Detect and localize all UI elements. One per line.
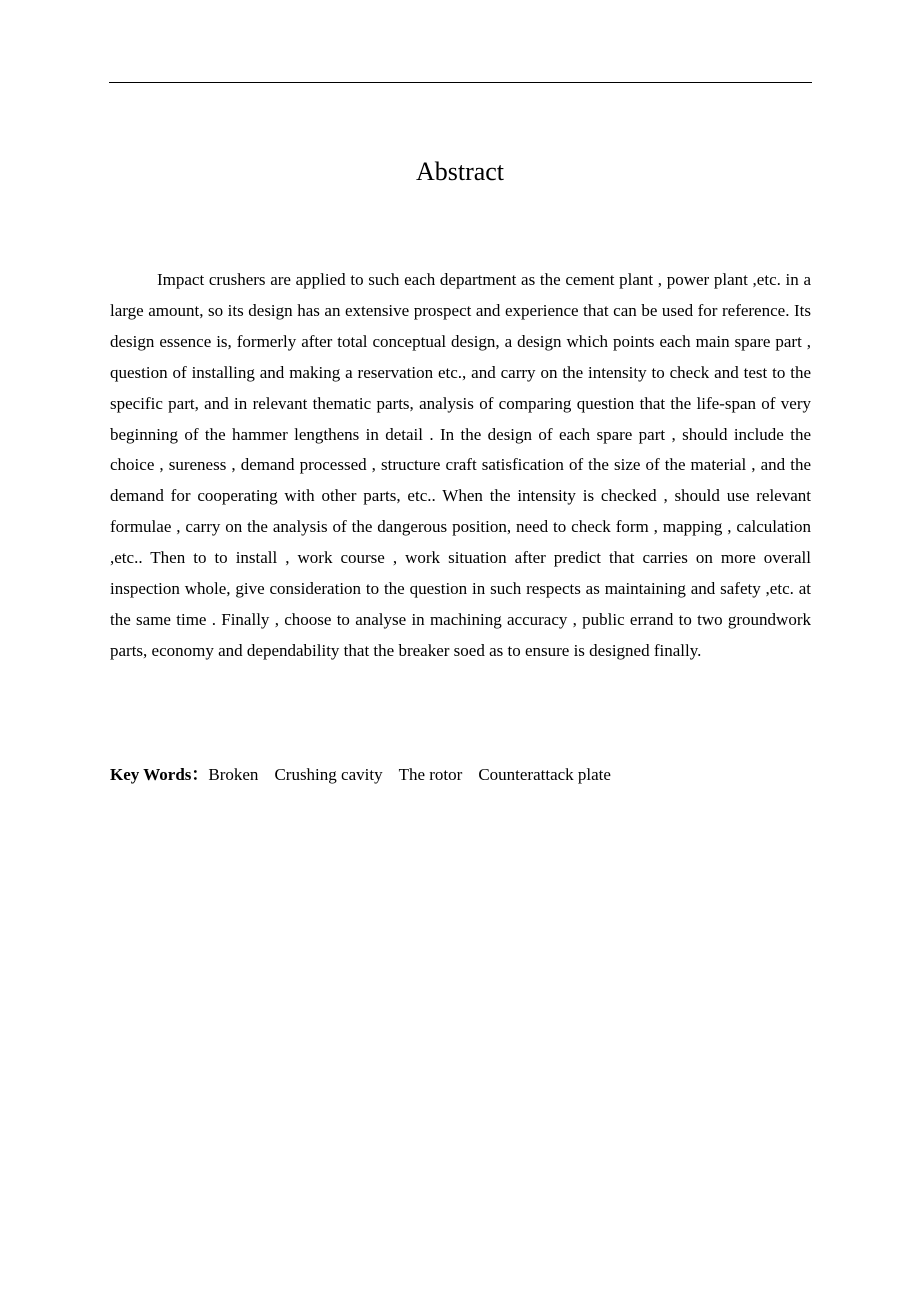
keyword-item: Broken (208, 765, 259, 784)
keywords-label: Key Words： (110, 765, 209, 784)
page-title: Abstract (415, 157, 505, 186)
keyword-item: Crushing cavity (274, 765, 383, 784)
keywords-line (110, 760, 811, 790)
keyword-item: Counterattack plate (478, 765, 611, 784)
abstract-body: Impact crushers are applied to such each department as the cement plant , power plant ,etc. in a large amount, so its design has an extensive prospect and experience that can be used for reference. Its design essence is, formerly after total conceptual design, a design which points each main spare part , question of installing and making a reservation etc., and carry on the intensity to check and test to the specific part, and in relevant thematic parts, analysis of comparing question that the life-span of very beginning of the hammer lengthens in detail . In the design of each spare part , should include the choice , sureness , demand processed , structure craft satisfication of the size of the material , and the demand for cooperating with other parts, etc.. When the intensity is checked , should use relevant formulae , carry on the analysis of the dangerous position, need to check form , mapping , calculation ,etc.. Then to to install , work course , work situation after predict that carries on more overall inspection whole, give consideration to the question in such respects as maintaining and safety ,etc. at the same time . Finally , choose to analyse in machining accuracy , public errand to two groundwork parts, economy and dependability that the breaker soed as to ensure is designed finally. (110, 270, 811, 660)
keyword-item: The rotor (398, 765, 463, 784)
header-rule (109, 82, 812, 83)
